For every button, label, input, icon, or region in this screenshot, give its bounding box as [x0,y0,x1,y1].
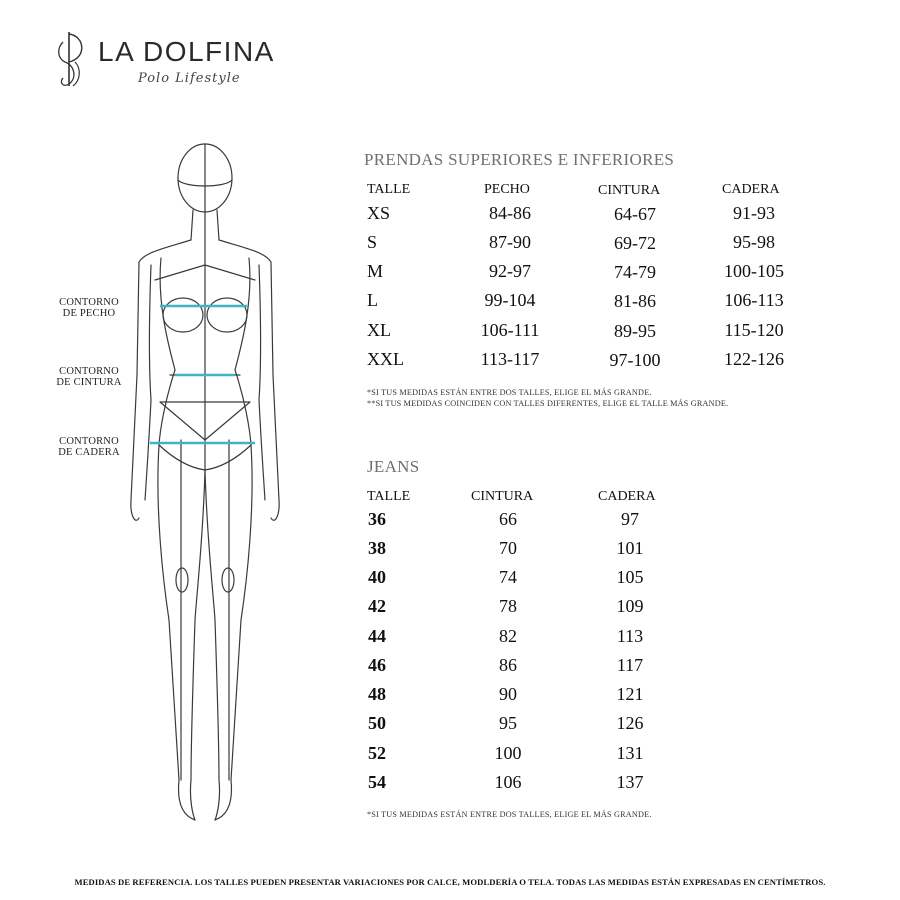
brand-monogram-logo [55,28,91,90]
jeans-section-title: JEANS [367,457,420,476]
tops-row-size: L [367,290,378,310]
chest-measure-label [44,297,134,319]
jeans-row-waist: 78 [499,596,517,616]
tops-note-2: **SI TUS MEDIDAS COINCIDEN CON TALLES DIFERENTES, ELIGE EL TALLE MÁS GRANDE. [367,399,729,408]
tops-row-waist: 81-86 [614,291,656,311]
brand-tagline: Polo Lifestyle [138,71,241,86]
jeans-row-hip: 121 [616,684,644,704]
jeans-row-hip: 113 [616,626,644,646]
tops-row-waist: 69-72 [614,233,656,253]
jeans-row-size: 52 [368,743,386,763]
tops-row-hip: 106-113 [724,290,784,310]
tops-row-waist: 97-100 [609,350,661,370]
jeans-row-size: 36 [368,509,386,529]
jeans-header-size: TALLE [367,489,411,504]
brand-name: LA DOLFINA [98,36,275,67]
tops-row-hip: 95-98 [733,232,775,252]
tops-row-hip: 91-93 [733,203,775,223]
jeans-row-size: 48 [368,684,386,704]
jeans-row-waist: 100 [494,743,522,763]
jeans-row-waist: 95 [499,713,517,733]
tops-row-chest: 113-117 [480,349,540,369]
tops-header-chest: PECHO [484,182,530,197]
tops-note-1: *SI TUS MEDIDAS ESTÁN ENTRE DOS TALLES, ELIGE EL MÁS GRANDE. [367,388,652,397]
tops-row-hip: 122-126 [724,349,784,369]
jeans-row-hip: 101 [616,538,644,558]
waist-label-line2: DE CINTURA [56,377,122,388]
tops-row-waist: 89-95 [614,321,656,341]
tops-row-chest: 99-104 [484,290,536,310]
tops-row-hip: 100-105 [724,261,784,281]
jeans-row-waist: 90 [499,684,517,704]
hip-measure-label [44,436,134,458]
tops-row-size: S [367,232,378,252]
tops-header-size: TALLE [367,182,411,197]
tops-row-size: XL [367,320,391,340]
footer-disclaimer: MEDIDAS DE REFERENCIA. LOS TALLES PUEDEN PRESENTAR VARIACIONES POR CALCE, MODLDERÍA O TELA. TODAS LAS MEDIDAS ESTÁN EXPRESADAS EN CENTÍMETROS. [74,877,826,887]
jeans-row-waist: 106 [494,772,522,792]
jeans-row-size: 50 [368,713,386,733]
jeans-row-hip: 109 [616,596,644,616]
jeans-note: *SI TUS MEDIDAS ESTÁN ENTRE DOS TALLES, ELIGE EL MÁS GRANDE. [367,810,652,819]
tops-header-waist: CINTURA [598,183,661,198]
jeans-row-waist: 86 [499,655,517,675]
hip-label-line2: DE CADERA [58,447,120,458]
tops-row-size: XS [367,203,391,223]
tops-row-chest: 92-97 [489,261,531,281]
jeans-row-hip: 105 [616,567,644,587]
tops-section-title: PRENDAS SUPERIORES E INFERIORES [364,150,675,169]
chest-label-line1: CONTORNO [59,297,119,308]
tops-row-chest: 84-86 [489,203,531,223]
jeans-row-waist: 66 [499,509,517,529]
tops-row-waist: 74-79 [614,262,656,282]
waist-measure-label [44,366,134,388]
jeans-row-size: 44 [368,626,386,646]
jeans-row-size: 54 [368,772,386,792]
waist-label-line1: CONTORNO [59,366,119,377]
body-figure-illustration [125,140,290,830]
jeans-row-hip: 97 [621,509,639,529]
hip-label-line1: CONTORNO [59,436,119,447]
jeans-row-size: 40 [368,567,386,587]
tops-row-waist: 64-67 [614,204,656,224]
tops-header-hip: CADERA [722,182,780,197]
chest-label-line2: DE PECHO [62,308,116,319]
tops-row-size: M [367,261,384,281]
tops-row-chest: 106-111 [480,320,540,340]
jeans-row-size: 38 [368,538,386,558]
jeans-row-size: 42 [368,596,386,616]
jeans-row-hip: 126 [616,713,644,733]
tops-row-chest: 87-90 [489,232,531,252]
jeans-header-hip: CADERA [598,489,656,504]
jeans-header-waist: CINTURA [471,489,534,504]
tops-row-hip: 115-120 [724,320,784,340]
jeans-row-hip: 117 [616,655,644,675]
jeans-row-hip: 131 [616,743,644,763]
jeans-row-waist: 74 [499,567,517,587]
tops-row-size: XXL [367,349,404,369]
jeans-row-hip: 137 [616,772,644,792]
jeans-row-waist: 70 [499,538,517,558]
jeans-row-waist: 82 [499,626,517,646]
jeans-row-size: 46 [368,655,386,675]
